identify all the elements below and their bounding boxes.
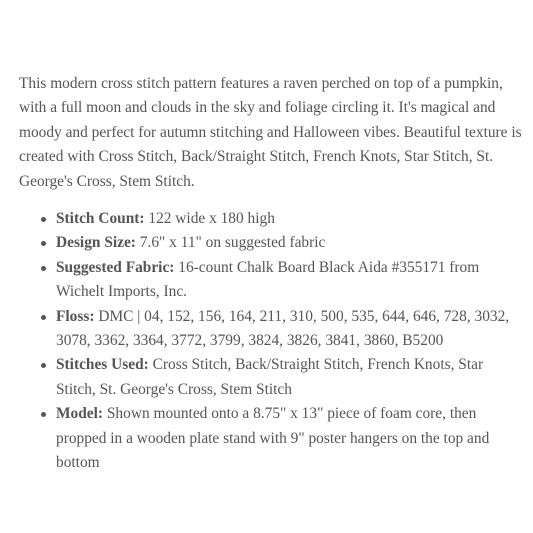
spec-value: DMC | 04, 152, 156, 164, 211, 310, 500, 535, 644, 646, 728, 3032, 3078, 3362, 3364, 3772, 3799, 3824, 3826, 3841, 3860, B5200 <box>56 307 510 350</box>
spec-item-suggested-fabric <box>19 256 524 305</box>
spec-label: Stitch Count: <box>56 210 145 228</box>
spec-item-model <box>19 402 524 475</box>
spec-item-floss <box>19 305 524 354</box>
spec-value: 7.6" x 11" on suggested fabric <box>139 234 326 252</box>
spec-item-design-size <box>19 231 524 255</box>
bullet-icon <box>41 412 46 417</box>
spec-label: Stitches Used: <box>56 356 149 374</box>
spec-item-stitch-count <box>19 207 524 231</box>
product-description <box>19 72 524 476</box>
bullet-icon <box>41 315 46 320</box>
spec-value: 16-count Chalk Board Black Aida #355171 from Wichelt Imports, Inc. <box>56 258 480 301</box>
description-paragraph: This modern cross stitch pattern features a raven perched on top of a pumpkin, with a full moon and clouds in the sky and foliage circling it. It's magical and moody and perfect for autumn stitching and Halloween vibes. Beautiful texture is created with Cross Stitch, Back/Straight Stitch, French Knots, Star Stitch, St. George's Cross, Stem Stitch. <box>19 75 522 190</box>
spec-value: Shown mounted onto a 8.75" x 13" piece of foam core, then propped in a wooden plate stand with 9" poster hangers on the top and bottom <box>56 405 490 472</box>
bullet-icon <box>41 217 46 222</box>
spec-label: Model: <box>56 405 104 423</box>
spec-label: Design Size: <box>56 234 136 252</box>
spec-item-stitches-used <box>19 353 524 402</box>
spec-label: Suggested Fabric: <box>56 258 175 276</box>
spec-label: Floss: <box>56 307 95 325</box>
spec-value: Cross Stitch, Back/Straight Stitch, French Knots, Star Stitch, St. George's Cross, Stem Stitch <box>56 356 484 398</box>
bullet-icon <box>41 266 46 271</box>
spec-value: 122 wide x 180 high <box>148 210 275 228</box>
bullet-icon <box>41 241 46 246</box>
bullet-icon <box>41 363 46 368</box>
specs-list <box>19 207 524 475</box>
